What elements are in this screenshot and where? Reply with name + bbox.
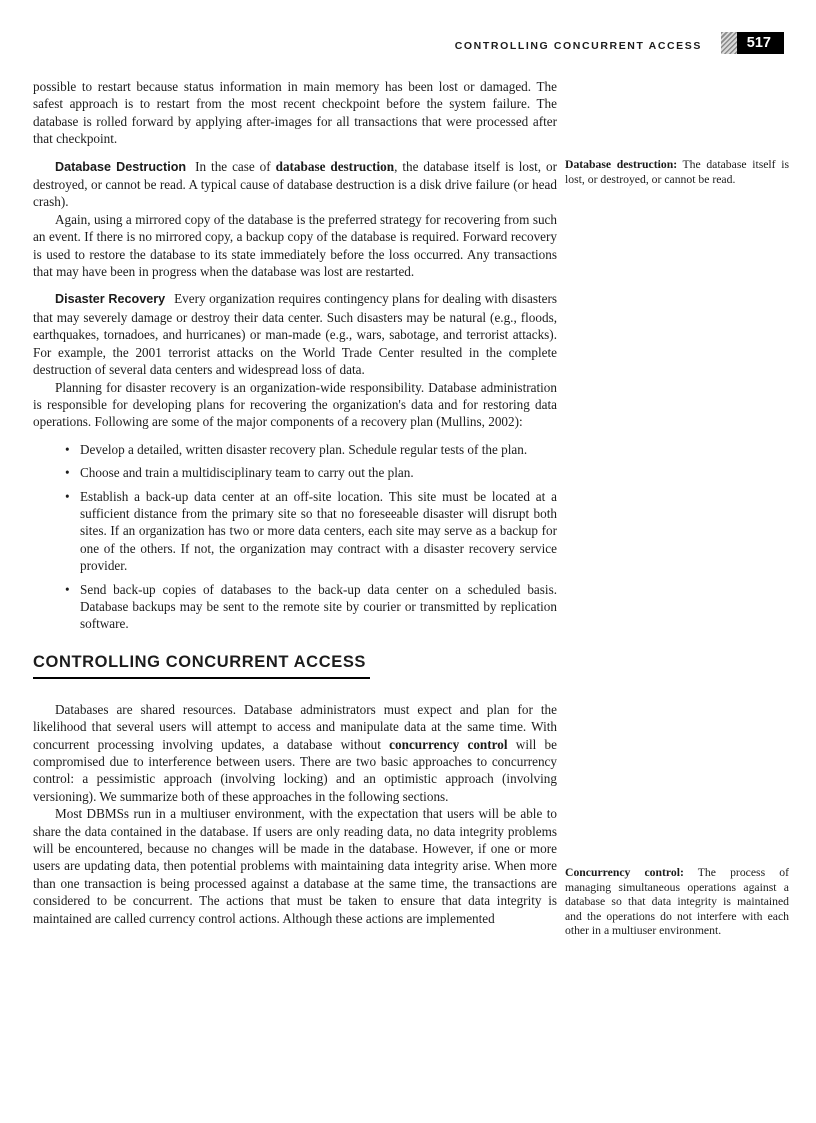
paragraph-planning: Planning for disaster recovery is an organization-wide responsibility. Database administration is responsible for developing plans for recovering the organization's data and for restoring data operations. Following are some of the major components of a recovery plan (Mullins, 2002): [33,379,557,430]
bullet-item: • Send back-up copies of databases to the back-up data center on a scheduled basis. Database backups may be sent to the remote site by courier or transmitted by replication software. [80,581,557,633]
bullet-item: • Establish a back-up data center at an off-site location. This site must be located at a sufficient distance from the primary site so that no foreseeable disaster will disrupt both sites. If an organization has two or more data centers, each site may serve as a backup for one of the others. If not, the organization may contract with a disaster recovery service provider. [80,488,557,575]
paragraph-shared-resources [33,701,557,805]
page-number: 517 [737,32,784,54]
page-number-pattern [721,32,737,54]
running-head: CONTROLLING CONCURRENT ACCESS [454,40,702,52]
margin-note-definition: The process of managing simultaneous operations against a database so that data integrity is maintained and the operations do not interfere with each other in a multiuser environment. [565,866,789,938]
margin-note-definition: The database itself is lost, or destroyed, or cannot be read. [565,158,789,186]
bullet-item: • Choose and train a multidisciplinary team to carry out the plan. [80,464,557,481]
disaster-recovery-text: Every organization requires contingency plans for dealing with disasters that may severely damage or destroy their data center. Such disasters may be natural (e.g., floods, earthquakes, tornadoes, and hurricanes) or man-made (e.g., wars, sabotage, and terrorist attacks). For example, the 2001 terrorist attacks on the World Trade Center resulted in the complete destruction of several data centers and widespread loss of data. [33,291,557,378]
runin-heading-database-destruction: Database Destruction [55,159,187,174]
recovery-plan-bullet-list [33,441,557,633]
concurrency-bold-term: concurrency control [389,736,508,752]
section-heading-wrap [33,653,557,679]
main-text-column [33,78,557,927]
db-destruction-text-2: , the database itself is lost, or destroyed, or cannot be read. A typical cause of database destruction is a disk drive failure (or head crash). [33,158,557,210]
paragraph-mirrored-copy: Again, using a mirrored copy of the database is the preferred strategy for recovering from such an event. If there is no mirrored copy, a backup copy of the database is required. Forward recovery is used to restore the database to its state immediately before the loss occurred. Any transactions that may have been in progress when the database was lost are restarted. [33,211,557,280]
margin-note-term: Database destruction: [565,158,678,171]
margin-note-term: Concurrency control: [565,866,684,879]
section-heading-controlling-concurrent-access: CONTROLLING CONCURRENT ACCESS [33,653,370,679]
db-destruction-text-1: In the case of [195,158,276,174]
margin-note-database-destruction [565,158,789,187]
db-destruction-bold-term: database destruction [275,158,395,174]
paragraph-disaster-recovery [33,290,557,378]
paragraph-most-dbms: Most DBMSs run in a multiuser environment, with the expectation that users will be able to share the data contained in the database. If users are only reading data, no data integrity problems will be encountered, because no changes will be made in the database. However, if one or more users are updating data, then potential problems with maintaining data integrity arise. When more than one transaction is being processed against a database at the same time, the transactions are considered to be concurrent. The actions that must be taken to ensure that data integrity is maintained are called currency control actions. Although these actions are implemented [33,806,557,926]
runin-heading-disaster-recovery: Disaster Recovery [55,292,166,307]
concurrency-text-2: will be compromised due to interference between users. There are two basic approaches to concurrency control: a pessimistic approach (involving locking) and an optimistic approach (involving versioning). We summarize both of these approaches in the following sections. [33,736,557,804]
page-number-box [721,32,784,54]
paragraph-restart-continuation: possible to restart because status information in main memory has been lost or damaged. The safest approach is to restart from the most recent checkpoint before the system failure. The database is rolled forward by applying after-images for all transactions that were processed after that checkpoint. [33,79,557,147]
margin-note-concurrency-control [565,866,789,939]
bullet-item: • Develop a detailed, written disaster recovery plan. Schedule regular tests of the plan. [80,441,557,458]
concurrency-text-1: Databases are shared resources. Database administrators must expect and plan for the likelihood that several users will attempt to access and manipulate data at the same time. With concurrent processing involving updates, a database without [33,701,557,752]
paragraph-database-destruction [33,158,557,211]
